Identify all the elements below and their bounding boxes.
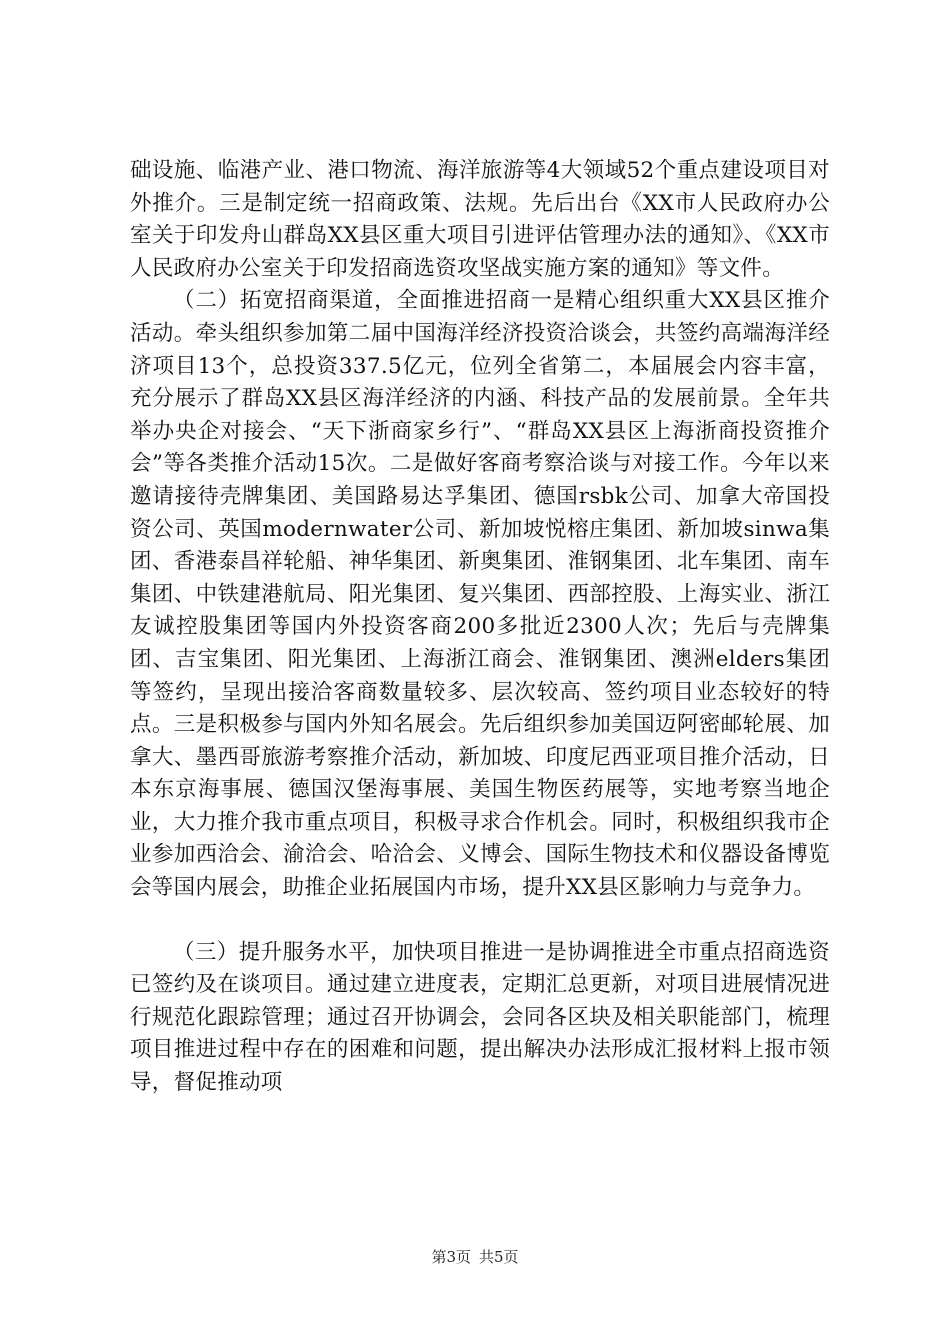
page-footer (0, 1246, 950, 1267)
document-body (130, 155, 830, 1100)
paragraph-spacer (130, 905, 830, 937)
paragraph-1: 础设施、临港产业、港口物流、海洋旅游等4大领域52个重点建设项目对外推介。三是制定统一招商政策、法规。先后出台《XX市人民政府办公室关于印发舟山群岛XX县区重大项目引进评估管理办法的通知》、《XX市人民政府办公室关于印发招商选资攻坚战实施方案的通知》等文件。 (130, 158, 830, 281)
paragraph-3: （三）提升服务水平，加快项目推进一是协调推进全市重点招商选资已签约及在谈项目。通过建立进度表，定期汇总更新，对项目进展情况进行规范化跟踪管理；通过召开协调会，会同各区块及相关职能部门，梳理项目推进过程中存在的困难和问题，提出解决办法形成汇报材料上报市领导，督促推动项 (130, 939, 830, 1096)
page-total: 共5页 (479, 1248, 519, 1266)
paragraph-2: （二）拓宽招商渠道，全面推进招商一是精心组织重大XX县区推介活动。牵头组织参加第二届中国海洋经济投资洽谈会，共签约高端海洋经济项目13个，总投资337.5亿元，位列全省第二，本届展会内容丰富，充分展示了群岛XX县区海洋经济的内涵、科技产品的发展前景。全年共举办央企对接会、“天下浙商家乡行”、“群岛XX县区上海浙商投资推介会”等各类推介活动15次。二是做好客商考察洽谈与对接工作。今年以来邀请接待壳牌集团、美国路易达孚集团、德国rsbk公司、加拿大帝国投资公司、英国modernwater公司、新加坡悦榕庄集团、新加坡sinwa集团、香港泰昌祥轮船、神华集团、新奥集团、淮钢集团、北车集团、南车集团、中铁建港航局、阳光集团、复兴集团、西部控股、上海实业、浙江友诚控股集团等国内外投资客商200多批近2300人次；先后与壳牌集团、吉宝集团、阳光集团、上海浙江商会、淮钢集团、澳洲elders集团等签约，呈现出接洽客商数量较多、层次较高、签约项目业态较好的特点。三是积极参与国内外知名展会。先后组织参加美国迈阿密邮轮展、加拿大、墨西哥旅游考察推介活动，新加坡、印度尼西亚项目推介活动，日本东京海事展、德国汉堡海事展、美国生物医药展等，实地考察当地企业，大力推介我市重点项目，积极寻求合作机会。同时，积极组织我市企业参加西洽会、渝洽会、哈洽会、义博会、国际生物技术和仪器设备博览会等国内展会，助推企业拓展国内市场，提升XX县区影响力与竞争力。 (130, 288, 830, 901)
page-number: 第3页 (431, 1248, 471, 1266)
